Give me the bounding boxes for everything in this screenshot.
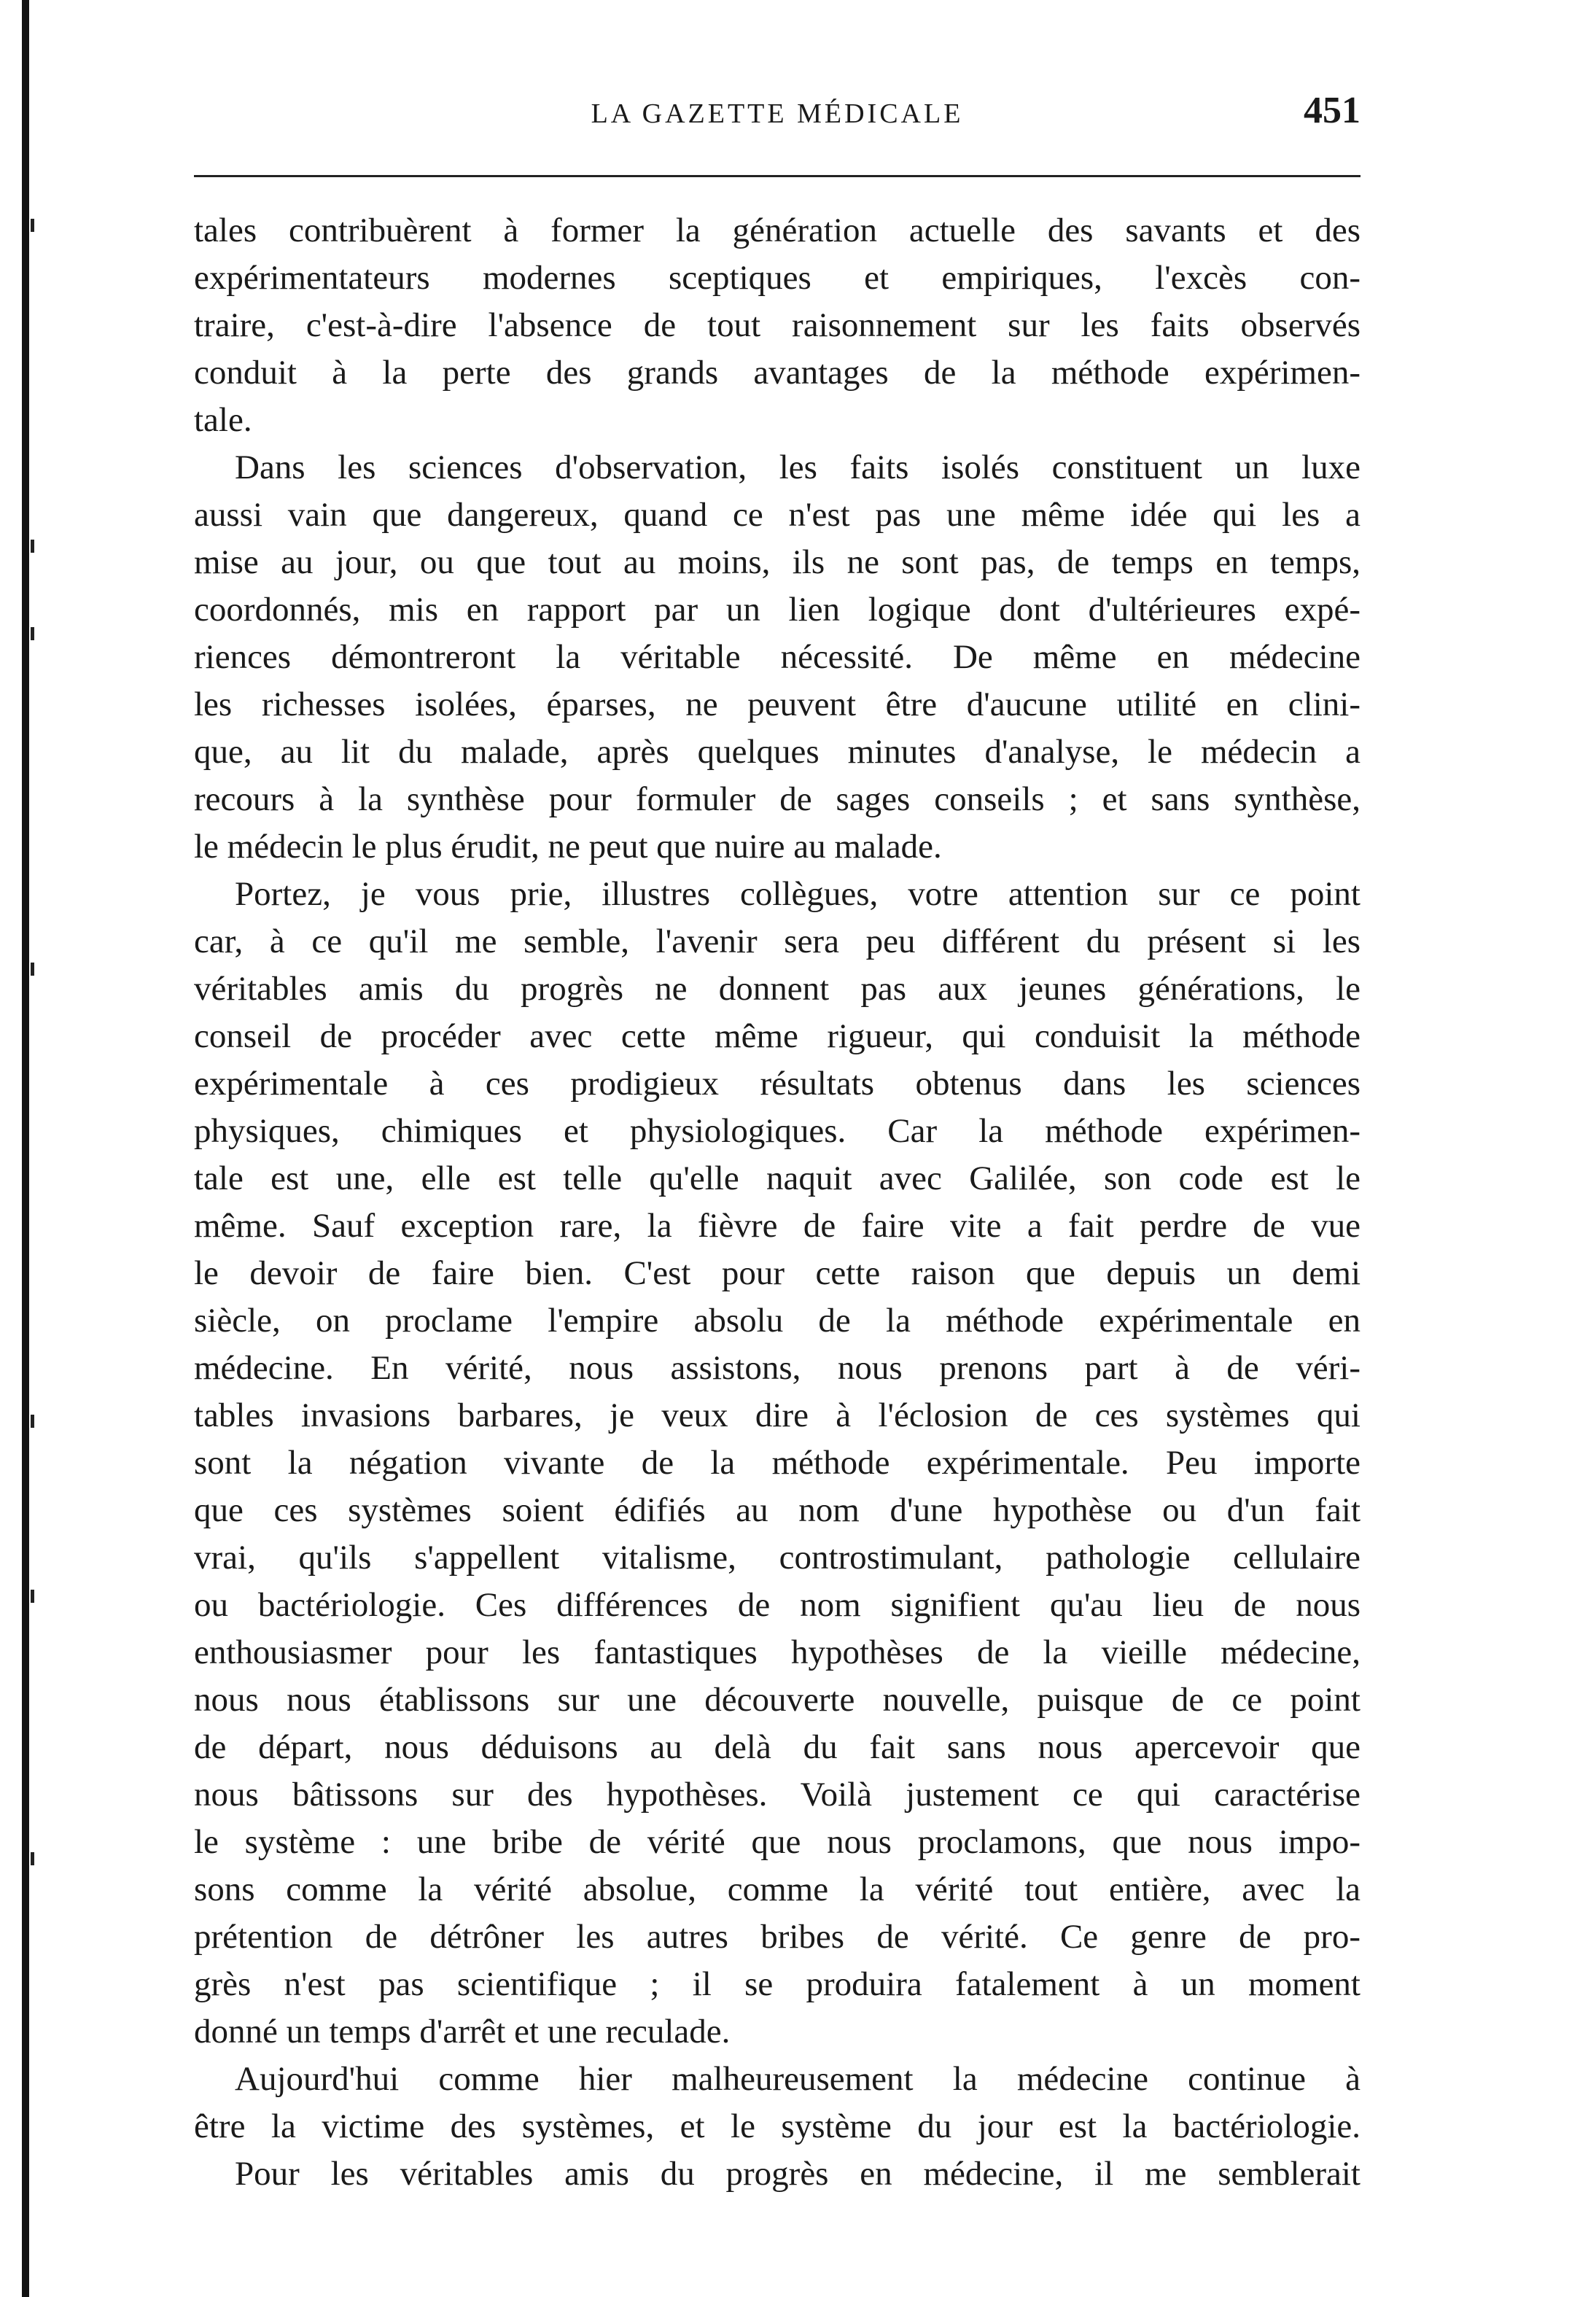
text-line: aussi vain que dangereux, quand ce n'est pas une même idée qui les a	[194, 496, 1361, 534]
header-rule	[194, 175, 1361, 177]
text-line: expérimentale à ces prodigieux résultats obtenus dans les sciences	[194, 1065, 1361, 1103]
text-line: conseil de procéder avec cette même rigueur, qui conduisit la méthode	[194, 1017, 1361, 1055]
text-line: ou bactériologie. Ces différences de nom signifient qu'au lieu de nous	[194, 1586, 1361, 1624]
text-line: nous nous établissons sur une découverte nouvelle, puisque de ce point	[194, 1681, 1361, 1719]
text-line: mise au jour, ou que tout au moins, ils ne sont pas, de temps en temps,	[194, 543, 1361, 581]
text-line: riences démontreront la véritable nécessité. De même en médecine	[194, 638, 1361, 676]
binding-mark	[31, 1590, 34, 1603]
text-line: le devoir de faire bien. C'est pour cette raison que depuis un demi	[194, 1254, 1361, 1292]
binding-edge	[22, 0, 29, 2297]
text-line: donné un temps d'arrêt et une reculade.	[194, 2013, 731, 2051]
text-line: tales contribuèrent à former la génération actuelle des savants et des	[194, 211, 1361, 249]
binding-mark	[31, 963, 34, 976]
text-line: tale est une, elle est telle qu'elle naquit avec Galilée, son code est le	[194, 1159, 1361, 1197]
text-line: Dans les sciences d'observation, les faits isolés constituent un luxe	[235, 448, 1361, 486]
text-line: prétention de détrôner les autres bribes de vérité. Ce genre de pro-	[194, 1918, 1361, 1956]
page-number: 451	[1304, 90, 1361, 131]
body-text	[194, 207, 1361, 2198]
text-line: que ces systèmes soient édifiés au nom d'une hypothèse ou d'un fait	[194, 1491, 1361, 1529]
binding-mark	[31, 1415, 34, 1428]
text-line: grès n'est pas scientifique ; il se produira fatalement à un moment	[194, 1965, 1361, 2003]
text-line: être la victime des systèmes, et le système du jour est la bactériologie.	[194, 2107, 1361, 2145]
text-line: siècle, on proclame l'empire absolu de la méthode expérimentale en	[194, 1302, 1361, 1340]
binding-mark	[31, 627, 34, 640]
text-line: physiques, chimiques et physiologiques. Car la méthode expérimen-	[194, 1112, 1361, 1150]
page-header	[194, 86, 1361, 144]
text-line: Pour les véritables amis du progrès en médecine, il me semblerait	[235, 2155, 1361, 2193]
text-line: véritables amis du progrès ne donnent pas aux jeunes générations, le	[194, 970, 1361, 1008]
text-line: que, au lit du malade, après quelques minutes d'analyse, le médecin a	[194, 733, 1361, 771]
text-line: car, à ce qu'il me semble, l'avenir sera peu différent du présent si les	[194, 922, 1361, 960]
text-line: de départ, nous déduisons au delà du fait sans nous apercevoir que	[194, 1728, 1361, 1766]
text-line: même. Sauf exception rare, la fièvre de faire vite a fait perdre de vue	[194, 1207, 1361, 1245]
text-line: recours à la synthèse pour formuler de sages conseils ; et sans synthèse,	[194, 780, 1361, 818]
text-line: enthousiasmer pour les fantastiques hypothèses de la vieille médecine,	[194, 1633, 1361, 1671]
text-line: vrai, qu'ils s'appellent vitalisme, controstimulant, pathologie cellulaire	[194, 1539, 1361, 1577]
binding-mark	[31, 219, 34, 232]
text-line: conduit à la perte des grands avantages de la méthode expérimen-	[194, 354, 1361, 392]
binding-mark	[31, 540, 34, 553]
running-title: LA GAZETTE MÉDICALE	[591, 98, 964, 129]
text-line: expérimentateurs modernes sceptiques et empiriques, l'excès con-	[194, 259, 1361, 297]
text-line: sons comme la vérité absolue, comme la vérité tout entière, avec la	[194, 1870, 1361, 1908]
text-line: médecine. En vérité, nous assistons, nous prenons part à de véri-	[194, 1349, 1361, 1387]
text-line: les richesses isolées, éparses, ne peuvent être d'aucune utilité en clini-	[194, 685, 1361, 723]
text-line: nous bâtissons sur des hypothèses. Voilà justement ce qui caractérise	[194, 1776, 1361, 1814]
text-line: tale.	[194, 401, 252, 439]
text-line: traire, c'est-à-dire l'absence de tout raisonnement sur les faits observés	[194, 306, 1361, 344]
text-line: sont la négation vivante de la méthode expérimentale. Peu importe	[194, 1444, 1361, 1482]
text-line: le médecin le plus érudit, ne peut que nuire au malade.	[194, 828, 942, 866]
document-page	[194, 86, 1361, 2193]
text-line: Aujourd'hui comme hier malheureusement la médecine continue à	[235, 2060, 1361, 2098]
text-line: le système : une bribe de vérité que nous proclamons, que nous impo-	[194, 1823, 1361, 1861]
binding-marks	[31, 0, 35, 2297]
text-line: tables invasions barbares, je veux dire à l'éclosion de ces systèmes qui	[194, 1396, 1361, 1434]
binding-mark	[31, 1852, 34, 1865]
text-line: coordonnés, mis en rapport par un lien logique dont d'ultérieures expé-	[194, 591, 1361, 629]
text-line: Portez, je vous prie, illustres collègues, votre attention sur ce point	[235, 875, 1361, 913]
